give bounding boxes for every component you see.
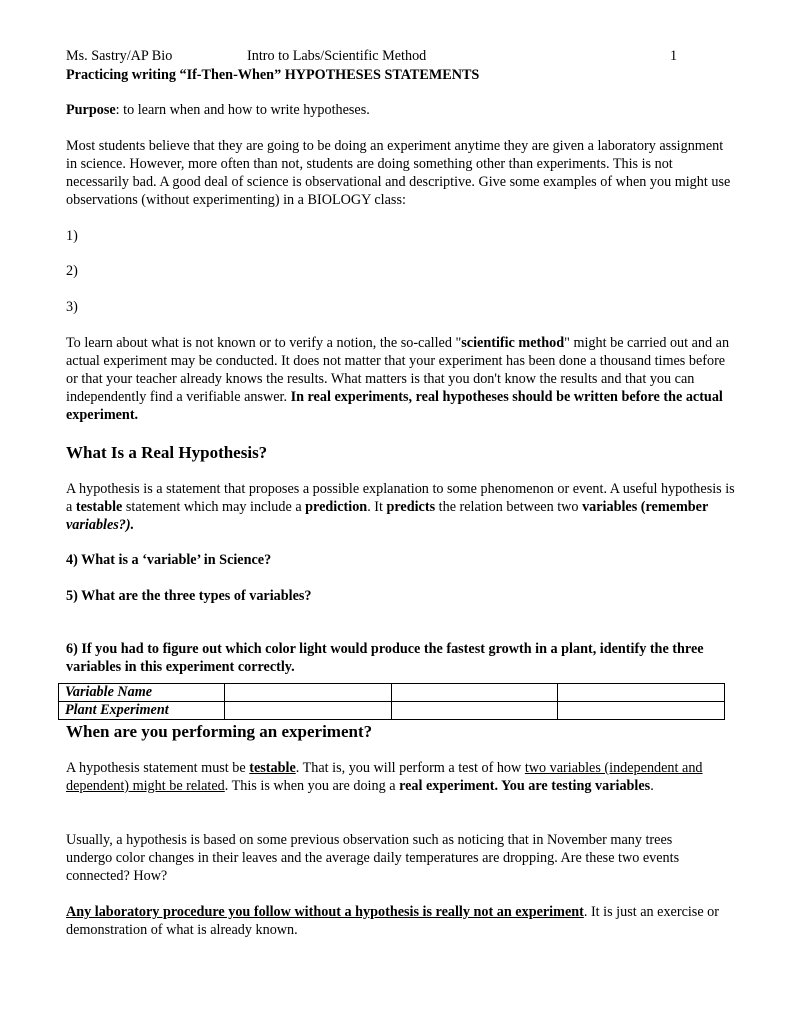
testable-paragraph [66, 759, 721, 795]
purpose-text: : to learn when and how to write hypotheses. [115, 102, 370, 118]
header-teacher: Ms. Sastry/AP Bio [66, 48, 173, 64]
conclusion-bold: Any laboratory procedure you follow without a hypothesis is really not an experiment [66, 904, 584, 920]
blank-1: 1) [66, 228, 78, 244]
table-cell[interactable] [225, 702, 392, 720]
table-cell[interactable] [391, 684, 558, 702]
exp-text-1: A hypothesis statement must be [66, 760, 250, 776]
observation-paragraph: Usually, a hypothesis is based on some previous observation such as noticing that in November many trees undergo color changes in their leaves and the average daily temperatures are dropping. Are these two events connected? How? [66, 832, 680, 884]
heading-real-hypothesis: What Is a Real Hypothesis? [66, 443, 268, 462]
page-number: 1 [670, 48, 678, 64]
sci-bold-end: In real experiments, real hypotheses should be written before the actual experiment. [66, 389, 723, 423]
heading-performing-experiment: When are you performing an experiment? [66, 722, 373, 741]
exp-real-experiment: real experiment. You are testing variables [399, 778, 651, 794]
variables-table [58, 683, 725, 720]
purpose-paragraph [66, 101, 736, 119]
header-unit: Intro to Labs/Scientific Method [247, 48, 427, 64]
hyp-prediction: prediction [305, 499, 368, 515]
hypothesis-paragraph [66, 480, 736, 534]
exp-text-3: . This is when you are doing a [224, 778, 400, 794]
table-cell[interactable] [558, 702, 725, 720]
hyp-text-4: the relation between two [435, 499, 583, 515]
row-label-plant-experiment: Plant Experiment [59, 702, 225, 720]
hyp-text-2: statement which may include a [122, 499, 306, 515]
blank-2: 2) [66, 263, 78, 279]
question-5: 5) What are the three types of variables? [66, 588, 312, 604]
row-label-variable-name: Variable Name [59, 684, 225, 702]
exp-two-variables: two variables (independent and dependent) might be related [66, 760, 703, 794]
hyp-testable: testable [75, 499, 123, 515]
hyp-text-3: . It [367, 499, 387, 515]
table-cell[interactable] [391, 702, 558, 720]
conclusion-paragraph [66, 903, 726, 939]
exp-text-2: . That is, you will perform a test of how [295, 760, 525, 776]
hyp-variables-italic: variables?). [66, 517, 135, 533]
hyp-predicts: predicts [386, 499, 436, 515]
intro-paragraph: Most students believe that they are going to be doing an experiment anytime they are given a laboratory assignment in science. However, more often than not, students are doing something other than experiments. This is not necessarily bad. A good deal of science is observational and descriptive. Give some examples of when you might use observations (without experimenting) in a BIOLOGY class: [66, 138, 731, 208]
exp-testable: testable [249, 760, 296, 776]
hyp-variables: variables (remember [582, 499, 709, 515]
sci-term: scientific method [461, 335, 565, 351]
page-title: Practicing writing “If-Then-When” HYPOTHESES STATEMENTS [66, 67, 480, 83]
question-4: 4) What is a ‘variable’ in Science? [66, 552, 272, 568]
exp-text-4: . [650, 778, 654, 794]
sci-text-2: " might be carried out and an actual experiment may be conducted. It does not matter that your experiment has been done a thousand times before or that your teacher already knows the results. What matters is that you don't know the results and that you can independently find a verifiable answer. [66, 335, 730, 405]
scientific-method-paragraph [66, 334, 734, 424]
question-6: 6) If you had to figure out which color light would produce the fastest growth in a plant, identify the three variables in this experiment correctly. [66, 641, 704, 675]
blank-3: 3) [66, 299, 78, 315]
table-cell[interactable] [558, 684, 725, 702]
sci-text-1: To learn about what is not known or to verify a notion, the so-called " [66, 335, 462, 351]
hyp-text-1: A hypothesis is a statement that proposes a possible explanation to some phenomenon or event. A useful hypothesis is a [66, 481, 735, 515]
purpose-label: Purpose [66, 102, 116, 118]
table-row [59, 702, 725, 720]
table-row [59, 684, 725, 702]
conclusion-text: . It is just an exercise or demonstration of what is already known. [66, 904, 719, 938]
table-cell[interactable] [225, 684, 392, 702]
